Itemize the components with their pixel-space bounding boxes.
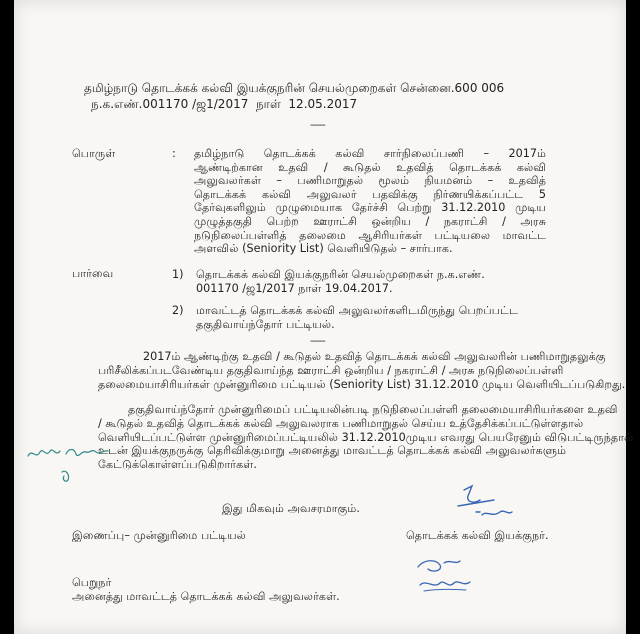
recipient: அனைத்து மாவட்டத் தொடக்கக் கல்வி அலுவலர்கள். bbox=[72, 590, 340, 603]
reference-num-2: 2) bbox=[172, 304, 184, 317]
paragraph-line: 2017ம் ஆண்டிற்கு உதவி / கூடுதல் உதவித் தொடக்கக் கல்வி அலுவலரின் பணிமாறுதலுக்கு bbox=[143, 350, 606, 363]
subject-colon: : bbox=[172, 147, 176, 160]
reference-separator: ----- bbox=[310, 334, 325, 347]
signatory: தொடக்கக் கல்வி இயக்குநர். bbox=[406, 529, 549, 542]
paragraph-line: கேட்டுக்கொள்ளப்படுகிறார்கள். bbox=[98, 457, 257, 471]
date-label: நாள் bbox=[255, 97, 281, 111]
document-page bbox=[14, 0, 634, 634]
header-date: 12.05.2017 bbox=[288, 97, 358, 111]
paragraph-2-cont bbox=[98, 417, 634, 471]
enclosure-label: இணைப்பு– முன்னுரிமை பட்டியல் bbox=[72, 529, 246, 542]
margin-annotation bbox=[22, 442, 114, 486]
ref-number: ந.க.எண்.001170 /ஜ1/2017 bbox=[91, 97, 249, 111]
subject-line: நடுநிலைப்பள்ளித் தலைமை ஆசிரியர்கள் பட்டியலை மாவட்ட bbox=[194, 228, 546, 242]
recipient-label: பெறுநர் bbox=[72, 576, 112, 589]
urgent-note: இது மிகவும் அவசரமாகும். bbox=[222, 502, 360, 515]
paragraph-line: உடன் இயக்குநருக்கு தெரிவிக்குமாறு அனைத்து மாவட்டத் தொடக்கக் கல்வி அலுவலர்களும் bbox=[98, 444, 567, 458]
paragraph-line: தலைமையாசிரியர்கள் முன்னுரிமை பட்டியல் (Seniority List) 31.12.2010 முடிய வெளியிடப்படுகிறது. bbox=[98, 377, 626, 391]
subject-line: முழுத்தகுதி பெற்ற ஊராட்சி ஒன்றிய / நகராட்சி / அரசு bbox=[194, 214, 546, 228]
subject-label: பொருள் bbox=[72, 147, 116, 160]
reference-label: பார்வை bbox=[72, 267, 114, 280]
subject-line: தொடக்கக் கல்வி அலுவலர் பதவிக்கு நிர்ணயிக்கப்பட்ட 5 bbox=[194, 187, 546, 201]
signature bbox=[442, 482, 516, 528]
paragraph-line: தகுதிவாய்ந்தோர் முன்னுரிமைப் பட்டியலின்படி நடுநிலைப்பள்ளி தலைமையாசிரியர்களை உதவி bbox=[128, 403, 618, 416]
header-title: தமிழ்நாடு தொடக்கக் கல்வி இயக்குநரின் செயல்முறைகள் சென்னை.600 006 bbox=[84, 81, 505, 95]
paragraph-line: வெளியிடப்பட்டுள்ள முன்னுரிமைப்பட்டியலில் 31.12.2010முடிய எவரது பெயரேனும் விடுபட்டிருந்தால் bbox=[98, 430, 634, 444]
reference-line: மாவட்டத் தொடக்கக் கல்வி அலுவலர்களிடமிருந்து பெறப்பட்ட bbox=[196, 304, 518, 317]
paragraph-line: பரிசீலிக்கப்படவேண்டிய தகுதிவாய்ந்த ஊராட்சி ஒன்றிய / நகராட்சி / அரசு நடுநிலைப்பள்ளி bbox=[98, 364, 564, 377]
paragraph-1 bbox=[98, 350, 606, 364]
reference-line: தகுதிவாய்ந்தோர் பட்டியல். bbox=[196, 317, 335, 331]
paragraph-line: / கூடுதல் உதவித் தொடக்கக் கல்வி அலுவலராக பணிமாறுதல் செய்ய உத்தேசிக்கப்பட்டுள்ளதால் bbox=[98, 417, 584, 430]
reference-line: 001170 /ஜ1/2017 நாள் 19.04.2017. bbox=[196, 281, 393, 295]
reference-line: தொடக்கக் கல்வி இயக்குநரின் செயல்முறைகள் ந.க.எண். bbox=[196, 268, 485, 281]
subject-text bbox=[194, 147, 546, 256]
paragraph-1-cont bbox=[98, 364, 626, 391]
subject-line: தேர்வுகளிலும் முழுமையாக தேர்ச்சி பெற்று 31.12.2010 முடிய bbox=[194, 201, 546, 215]
subject-line: அளவில் (Seniority List) வெளியிடுதல் – சார்பாக. bbox=[194, 242, 453, 256]
reference-item-2 bbox=[196, 304, 546, 331]
subject-line: அலுவலர்கள் – பணிமாறுதல் மூலம் நியமனம் – உதவித் bbox=[194, 174, 546, 188]
header-reference bbox=[91, 98, 357, 112]
reference-num-1: 1) bbox=[172, 268, 184, 281]
subject-line: தமிழ்நாடு தொடக்கக் கல்வி சார்நிலைப்பணி – 2017ம் bbox=[194, 147, 546, 160]
paragraph-2 bbox=[98, 403, 618, 417]
initials-stamp bbox=[410, 555, 476, 597]
header-separator: ----- bbox=[310, 118, 325, 131]
subject-line: ஆண்டிற்கான உதவி / கூடுதல் உதவித் தொடக்கக் கல்வி bbox=[194, 160, 546, 174]
reference-item-1 bbox=[196, 268, 546, 295]
